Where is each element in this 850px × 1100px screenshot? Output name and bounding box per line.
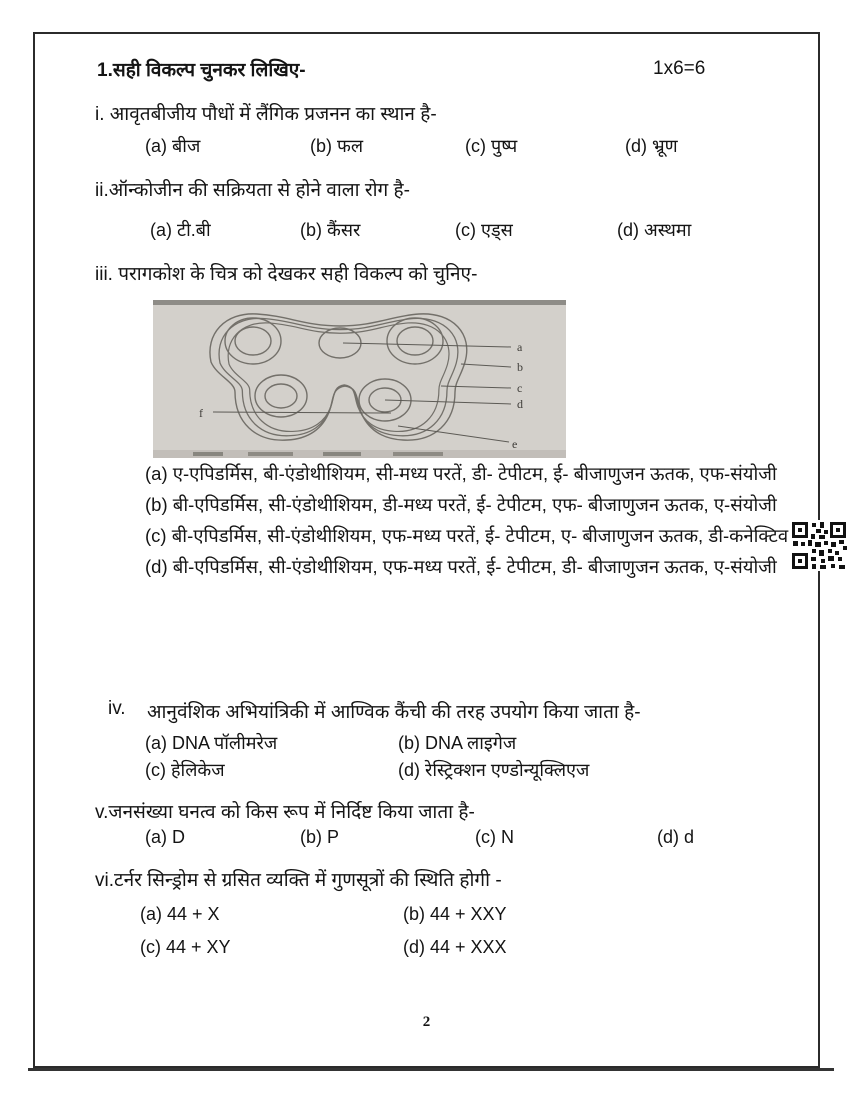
page-bottom-edge-line xyxy=(28,1068,834,1071)
question-vi-option-b: (b) 44 + XXY xyxy=(403,904,507,924)
anther-cross-section-diagram xyxy=(153,300,566,458)
question-i-text: i. आवृतबीजीय पौधों में लैंगिक प्रजनन का स्थान है- xyxy=(95,104,437,125)
anther-diagram-photo xyxy=(153,300,566,458)
question-vi-option-d: (d) 44 + XXX xyxy=(403,937,507,957)
figure-label-d: d xyxy=(517,397,523,411)
question-iv-text: आनुवंशिक अभियांत्रिकी में आण्विक कैंची की तरह उपयोग किया जाता है- xyxy=(147,702,641,723)
question-iii-option-a: (a) ए-एपिडर्मिस, बी-एंडोथीशियम, सी-मध्य परतें, डी- टेपीटम, ई- बीजाणुजन ऊतक, एफ-संयोजी xyxy=(145,463,777,484)
figure-label-c: c xyxy=(517,381,523,395)
question-iii-option-b: (b) बी-एपिडर्मिस, सी-एंडोथीशियम, डी-मध्य परतें, ई- टेपीटम, एफ- बीजाणुजन ऊतक, ए-संयोजी xyxy=(145,494,777,515)
question-i-option-c: (c) पुष्प xyxy=(465,136,518,156)
question-vi-option-a: (a) 44 + X xyxy=(140,904,220,924)
question-vi-text: vi.टर्नर सिन्ड्रोम से ग्रसित व्यक्ति में गुणसूत्रों की स्थिति होगी - xyxy=(95,870,502,891)
question-iii-text: iii. परागकोश के चित्र को देखकर सही विकल्प को चुनिए- xyxy=(95,264,478,285)
figure-label-f: f xyxy=(199,406,203,420)
question-i-option-d: (d) भ्रूण xyxy=(625,136,678,156)
question-iv-number: iv. xyxy=(108,698,126,719)
figure-label-e: e xyxy=(512,437,518,451)
exam-sheet-border xyxy=(33,32,820,1068)
question-iv-option-c: (c) हेलिकेज xyxy=(145,760,225,780)
question-iv-option-a: (a) DNA पॉलीमरेज xyxy=(145,733,278,753)
page-number: 2 xyxy=(422,1014,431,1030)
question-iii-option-d: (d) बी-एपिडर्मिस, सी-एंडोथीशियम, एफ-मध्य परतें, ई- टेपीटम, डी- बीजाणुजन ऊतक, ए-संयोजी xyxy=(145,556,777,577)
question-ii-option-c: (c) एड्स xyxy=(455,220,513,240)
figure-label-a: a xyxy=(517,340,523,354)
question-v-option-d: (d) d xyxy=(657,827,695,847)
question-v-option-a: (a) D xyxy=(145,827,185,847)
qr-code xyxy=(790,520,848,571)
question-iii-options xyxy=(145,460,823,584)
question-v-text: v.जनसंख्या घनत्व को किस रूप में निर्दिष्ट किया जाता है- xyxy=(95,802,475,823)
question-vi-option-c: (c) 44 + XY xyxy=(140,937,231,957)
marks-label: 1x6=6 xyxy=(653,58,706,79)
question-ii-option-d: (d) अस्थमा xyxy=(617,220,692,240)
question-v-option-c: (c) N xyxy=(475,827,514,847)
question-ii-option-a: (a) टी.बी xyxy=(150,220,211,240)
question-i-option-a: (a) बीज xyxy=(145,136,201,156)
question-iii-option-c: (c) बी-एपिडर्मिस, सी-एंडोथीशियम, एफ-मध्य परतें, ई- टेपीटम, ए- बीजाणुजन ऊतक, डी-कनेक्टिव xyxy=(145,525,789,546)
question-iv-option-b: (b) DNA लाइगेज xyxy=(398,733,517,753)
section-title: 1.सही विकल्प चुनकर लिखिए- xyxy=(97,60,306,81)
question-ii-text: ii.ऑन्कोजीन की सक्रियता से होने वाला रोग है- xyxy=(95,180,410,201)
figure-label-b: b xyxy=(517,360,523,374)
question-v-option-b: (b) P xyxy=(300,827,340,847)
question-i-option-b: (b) फल xyxy=(310,136,364,156)
question-iv-option-d: (d) रेस्ट्रिक्शन एण्डोन्यूक्लिएज xyxy=(398,760,590,780)
question-ii-option-b: (b) कैंसर xyxy=(300,220,361,240)
